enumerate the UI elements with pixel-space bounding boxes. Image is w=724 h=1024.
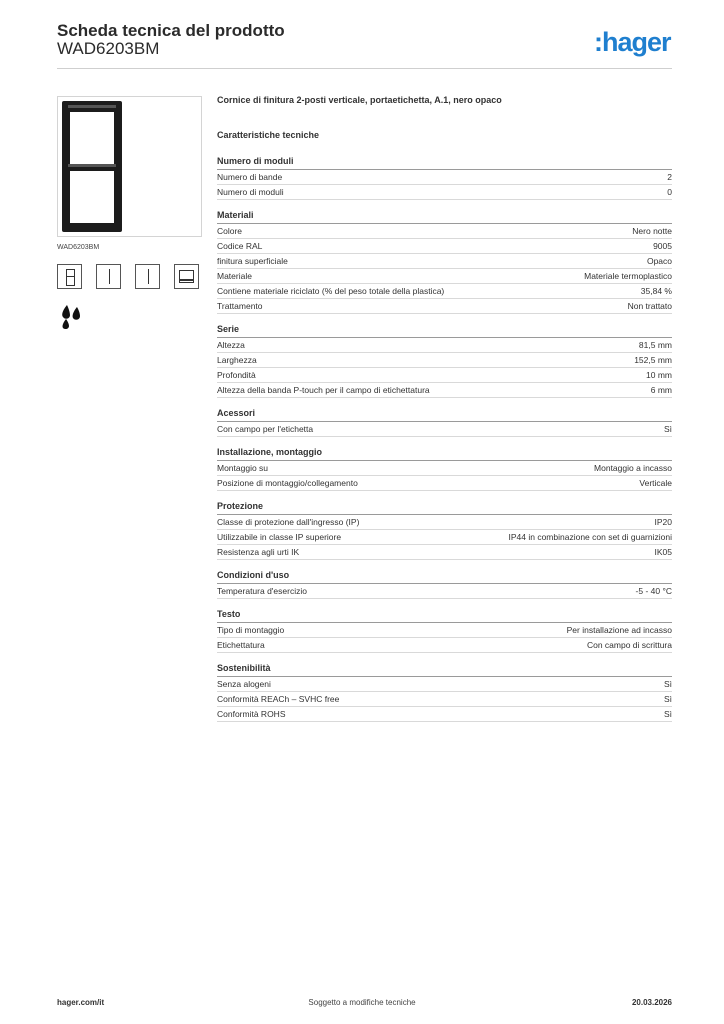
- spec-label: Conformità ROHS: [217, 709, 286, 719]
- spec-row: [217, 170, 672, 185]
- spec-label: Posizione di montaggio/collegamento: [217, 478, 358, 488]
- spec-value: 6 mm: [650, 385, 672, 395]
- spec-value: Per installazione ad incasso: [566, 625, 672, 635]
- spec-row: [217, 461, 672, 476]
- spec-value: 81,5 mm: [638, 340, 672, 350]
- spec-section: [217, 155, 672, 200]
- spec-value: 152,5 mm: [634, 355, 672, 365]
- section-title: Protezione: [217, 500, 672, 515]
- spec-section: [217, 323, 672, 398]
- spec-value: 9005: [653, 241, 672, 251]
- spec-label: Montaggio su: [217, 463, 269, 473]
- spec-section: [217, 209, 672, 314]
- spec-row: [217, 707, 672, 722]
- footer-website: hager.com/it: [57, 998, 105, 1007]
- spec-row: [217, 545, 672, 560]
- section-title: Testo: [217, 608, 672, 623]
- spec-row: [217, 677, 672, 692]
- section-title: Materiali: [217, 209, 672, 224]
- footer-note: Soggetto a modifiche tecniche: [308, 998, 416, 1007]
- two-module-frame-icon: [57, 264, 82, 289]
- spec-value: IP44 in combinazione con set di guarnizioni: [508, 532, 672, 542]
- spec-label: Con campo per l'etichetta: [217, 424, 314, 434]
- water-drops-icon: [57, 301, 87, 331]
- product-code: WAD6203BM: [57, 39, 160, 58]
- spec-value: Sì: [663, 709, 672, 719]
- spec-value: Con campo di scrittura: [586, 640, 672, 650]
- spec-row: [217, 284, 672, 299]
- spec-row: [217, 368, 672, 383]
- vertical-line-icon: [96, 264, 121, 289]
- spec-value: 35,84 %: [640, 286, 672, 296]
- spec-value: Nero notte: [632, 226, 672, 236]
- spec-label: Trattamento: [217, 301, 263, 311]
- spec-value: 0: [667, 187, 672, 197]
- footer-date: 20.03.2026: [631, 998, 672, 1007]
- spec-label: finitura superficiale: [217, 256, 288, 266]
- spec-row: [217, 530, 672, 545]
- spec-row: [217, 338, 672, 353]
- spec-label: Resistenza agli urti IK: [217, 547, 300, 557]
- spec-value: Verticale: [639, 478, 672, 488]
- section-title: Condizioni d'uso: [217, 569, 672, 584]
- section-title: Sostenibilità: [217, 662, 672, 677]
- spec-label: Contiene materiale riciclato (% del peso totale della plastica): [217, 286, 445, 296]
- spec-section: [217, 569, 672, 599]
- spec-row: [217, 353, 672, 368]
- page-title: Scheda tecnica del prodotto: [57, 21, 285, 40]
- spec-section: [217, 407, 672, 437]
- spec-label: Utilizzabile in classe IP superiore: [217, 532, 342, 542]
- product-image: [57, 96, 202, 237]
- spec-label: Codice RAL: [217, 241, 263, 251]
- spec-label: Temperatura d'esercizio: [217, 586, 307, 596]
- spec-row: [217, 515, 672, 530]
- spec-section: [217, 446, 672, 491]
- spec-value: IP20: [654, 517, 672, 527]
- label-holder-icon: [174, 264, 199, 289]
- spec-label: Materiale: [217, 271, 252, 281]
- spec-value: Opaco: [646, 256, 672, 266]
- header-divider: [57, 68, 672, 69]
- spec-row: [217, 224, 672, 239]
- spec-value: Sì: [663, 694, 672, 704]
- characteristics-heading: Caratteristiche tecniche: [217, 130, 320, 140]
- image-caption: WAD6203BM: [57, 244, 100, 251]
- spec-value: Montaggio a incasso: [594, 463, 672, 473]
- section-title: Acessori: [217, 407, 672, 422]
- spec-label: Numero di bande: [217, 172, 283, 182]
- frame-picture: [62, 101, 122, 232]
- section-title: Numero di moduli: [217, 155, 672, 170]
- spec-section: [217, 500, 672, 560]
- spec-section: [217, 608, 672, 653]
- spec-label: Conformità REACh – SVHC free: [217, 694, 340, 704]
- spec-value: IK05: [654, 547, 672, 557]
- spec-label: Profondità: [217, 370, 256, 380]
- spec-label: Altezza della banda P-touch per il campo di etichettatura: [217, 385, 430, 395]
- spec-row: [217, 692, 672, 707]
- spec-row: [217, 299, 672, 314]
- spec-row: [217, 422, 672, 437]
- spec-row: [217, 638, 672, 653]
- spec-label: Colore: [217, 226, 243, 236]
- spec-row: [217, 185, 672, 200]
- section-title: Installazione, montaggio: [217, 446, 672, 461]
- spec-value: -5 - 40 °C: [635, 586, 672, 596]
- spec-label: Etichettatura: [217, 640, 265, 650]
- spec-sections: [217, 155, 672, 731]
- spec-row: [217, 584, 672, 599]
- hager-logo: :hager: [594, 27, 671, 57]
- spec-row: [217, 623, 672, 638]
- spec-label: Numero di moduli: [217, 187, 284, 197]
- spec-row: [217, 383, 672, 398]
- spec-section: [217, 662, 672, 722]
- spec-label: Classe di protezione dall'ingresso (IP): [217, 517, 360, 527]
- spec-value: Sì: [663, 424, 672, 434]
- section-title: Serie: [217, 323, 672, 338]
- vertical-line-icon: [135, 264, 160, 289]
- feature-icons: [57, 264, 199, 289]
- spec-label: Larghezza: [217, 355, 257, 365]
- spec-label: Senza alogeni: [217, 679, 271, 689]
- spec-row: [217, 254, 672, 269]
- spec-row: [217, 476, 672, 491]
- spec-row: [217, 269, 672, 284]
- spec-row: [217, 239, 672, 254]
- spec-value: Non trattato: [627, 301, 672, 311]
- spec-label: Altezza: [217, 340, 245, 350]
- spec-label: Tipo di montaggio: [217, 625, 285, 635]
- spec-value: Materiale termoplastico: [584, 271, 672, 281]
- spec-value: Sì: [663, 679, 672, 689]
- spec-value: 10 mm: [646, 370, 672, 380]
- spec-value: 2: [667, 172, 672, 182]
- product-description: Cornice di finitura 2-posti verticale, portaetichetta, A.1, nero opaco: [217, 95, 502, 105]
